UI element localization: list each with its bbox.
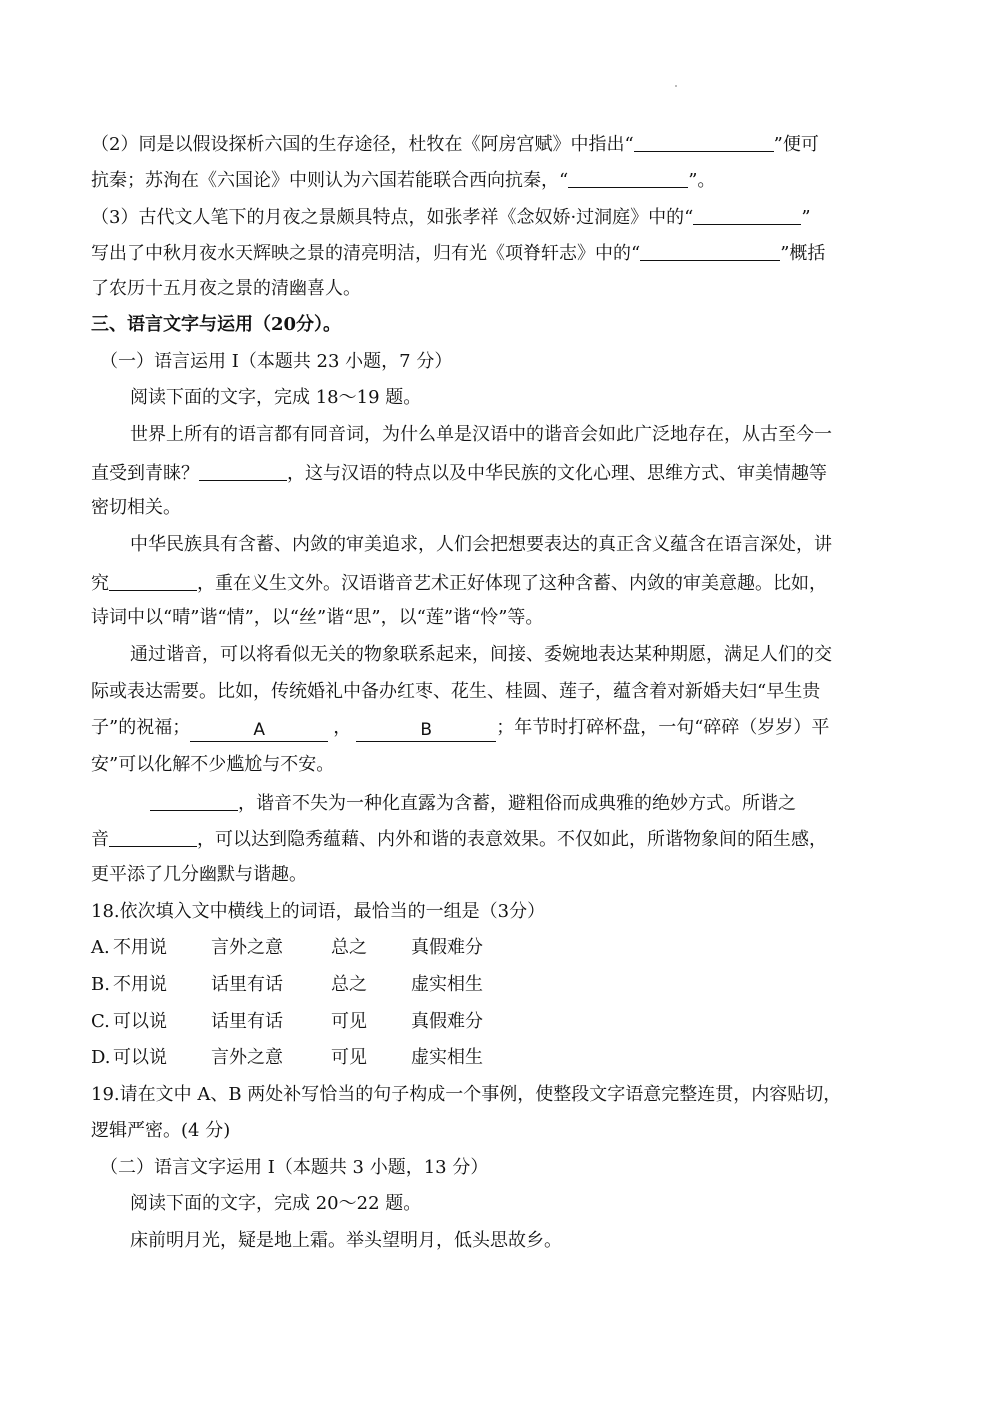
q18-option-d[interactable]: D. 可以说 言外之意 可见 虚实相生: [91, 1047, 483, 1068]
q18-stem: 18.依次填入文中横线上的词语，最恰当的一组是（3分）: [91, 901, 546, 922]
answer-blank[interactable]: [634, 131, 774, 152]
scan-dot: [675, 85, 677, 87]
q17-p2-line1: （2）同是以假设探析六国的生存途径，杜牧在《阿房宫赋》中指出“ ”便可: [91, 129, 903, 157]
passage-line: ，谐音不失为一种化直露为含蓄，避粗俗而成典雅的绝妙方式。所谐之: [150, 788, 903, 816]
q17-p3-line1: （3）古代文人笔下的月夜之景颇具特点，如张孝祥《念奴娇·过洞庭》中的“ ”: [91, 202, 903, 230]
answer-blank[interactable]: [150, 790, 238, 811]
passage-line: 究 ，重在义生文外。汉语谐音艺术正好体现了这种含蓄、内敛的审美意趣。比如，: [91, 568, 903, 596]
passage-line: 通过谐音，可以将看似无关的物象联系起来，间接、委婉地表达某种期愿，满足人们的交: [130, 644, 832, 665]
passage-line: 子”的祝福； A ， B ；年节时打碎杯盘，一句“碎碎（岁岁）平: [91, 717, 830, 740]
q18-option-b[interactable]: B. 不用说 话里有话 总之 虚实相生: [91, 974, 483, 995]
q17-p3-line2: 写出了中秋月夜水天辉映之景的清亮明洁，归有光《项脊轩志》中的“ ”概括: [91, 238, 903, 266]
answer-blank[interactable]: [568, 167, 688, 188]
q18-option-c[interactable]: C. 可以说 话里有话 可见 真假难分: [91, 1011, 483, 1032]
answer-blank[interactable]: [640, 240, 780, 261]
part2-intro: 阅读下面的文字，完成 20～22 题。: [130, 1193, 422, 1214]
q18-option-a[interactable]: A. 不用说 言外之意 总之 真假难分: [91, 937, 483, 958]
answer-blank[interactable]: [109, 570, 197, 591]
passage-line: 诗词中以“晴”谐“情”，以“丝”谐“思”，以“莲”谐“怜”等。: [91, 607, 544, 628]
passage-line: 更平添了几分幽默与谐趣。: [91, 864, 307, 885]
passage-line: 世界上所有的语言都有同音词，为什么单是汉语中的谐音会如此广泛地存在，从古至今一: [130, 424, 832, 445]
answer-blank[interactable]: [693, 204, 801, 225]
answer-blank-b[interactable]: B: [356, 719, 496, 742]
q19-line1: 19.请在文中 A、B 两处补写恰当的句子构成一个事例，使整段文字语意完整连贯，内容贴切，: [91, 1084, 842, 1105]
q17-p2-line2: 抗秦；苏洵在《六国论》中则认为六国若能联合西向抗秦，“ ”。: [91, 165, 903, 193]
passage-line: 际或表达需要。比如，传统婚礼中备办红枣、花生、桂圆、莲子，蕴含着对新婚夫妇“早生贵: [91, 681, 821, 702]
q17-p3-line3: 了农历十五月夜之景的清幽喜人。: [91, 278, 361, 299]
part1-intro: 阅读下面的文字，完成 18～19 题。: [130, 387, 422, 408]
passage-line: 直受到青睐？ ，这与汉语的特点以及中华民族的文化心理、思维方式、审美情趣等: [91, 458, 903, 486]
answer-blank[interactable]: [109, 826, 197, 847]
passage-line: 安”可以化解不少尴尬与不安。: [91, 754, 335, 775]
passage-line: 密切相关。: [91, 497, 181, 518]
part1-title: （一）语言运用 I（本题共 23 小题，7 分）: [100, 351, 453, 372]
q19-line2: 逻辑严密。(4 分): [91, 1120, 231, 1141]
part2-title: （二）语言文字运用 I（本题共 3 小题，13 分）: [100, 1157, 489, 1178]
passage-line: 音 ，可以达到隐秀蕴藉、内外和谐的表意效果。不仅如此，所谐物象间的陌生感，: [91, 824, 903, 852]
answer-blank[interactable]: [199, 460, 287, 481]
answer-blank-a[interactable]: A: [190, 719, 328, 742]
passage-line: 中华民族具有含蓄、内敛的审美追求，人们会把想要表达的真正含义蕴含在语言深处，讲: [130, 534, 832, 555]
poem-line: 床前明月光，疑是地上霜。举头望明月，低头思故乡。: [130, 1230, 562, 1251]
section-title: 三、语言文字与运用（20分）。: [91, 314, 342, 335]
